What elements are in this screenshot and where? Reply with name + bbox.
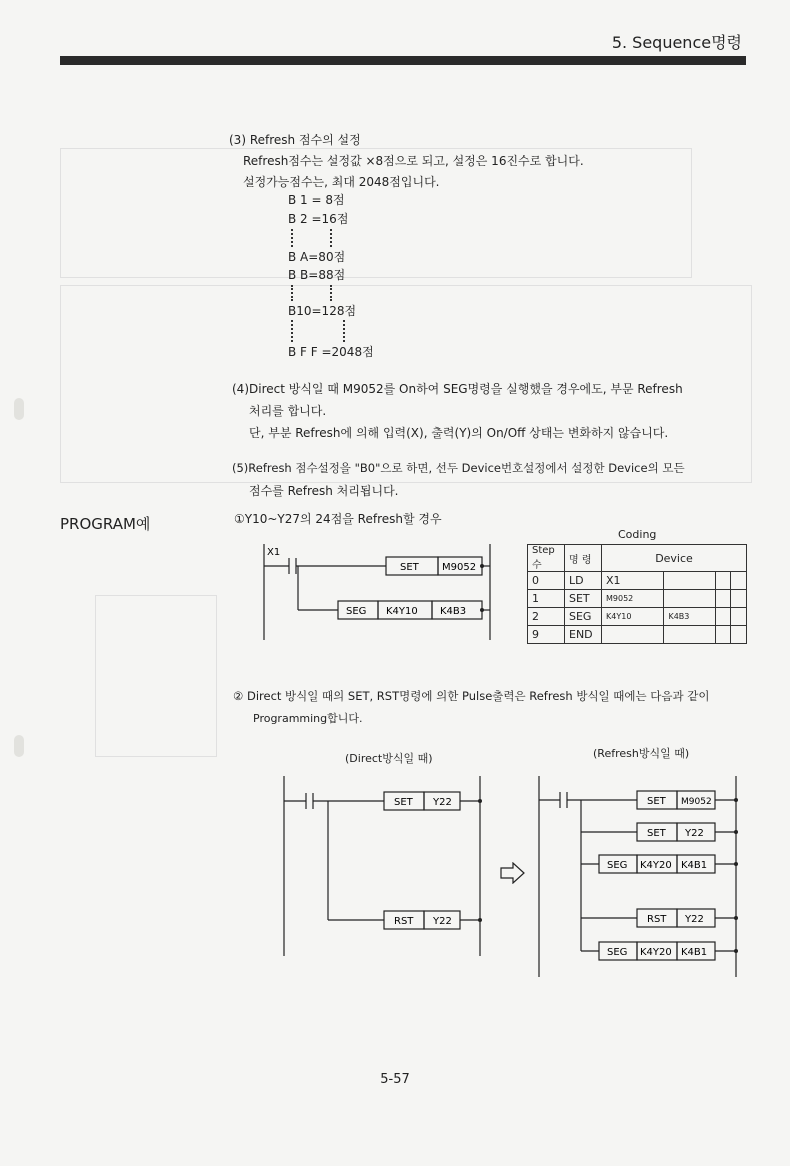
direct-set-instruction: SET bbox=[394, 797, 413, 808]
right-arrow-icon bbox=[500, 862, 526, 884]
step-cell: 0 bbox=[528, 572, 565, 590]
table-row bbox=[528, 572, 747, 590]
ladder-diagram-1 bbox=[250, 540, 530, 646]
refresh-caption: (Refresh방식일 때) bbox=[593, 747, 690, 760]
device-cell bbox=[715, 572, 731, 590]
section5-line2: 점수를 Refresh 처리됩니다. bbox=[249, 484, 399, 498]
refresh-seg2-instruction: SEG bbox=[607, 947, 628, 958]
example1-text: ①Y10~Y27의 24점을 Refresh할 경우 bbox=[234, 512, 442, 526]
example2-line2: Programming합니다. bbox=[253, 712, 363, 725]
set-device: M9052 bbox=[442, 562, 477, 573]
header-device: Device bbox=[602, 545, 747, 572]
refresh-count-item: B B=88점 bbox=[288, 268, 346, 282]
refresh-seg2-destination: K4B1 bbox=[681, 947, 708, 958]
step-cell: 9 bbox=[528, 626, 565, 644]
device-cell bbox=[664, 572, 716, 590]
refresh-seg1-instruction: SEG bbox=[607, 860, 628, 871]
header-step: Step수 bbox=[528, 545, 565, 572]
device-cell bbox=[602, 626, 664, 644]
coding-caption: Coding bbox=[618, 528, 657, 541]
header-command: 명 령 bbox=[565, 545, 602, 572]
ellipsis-mark bbox=[330, 229, 332, 247]
showthrough-block bbox=[95, 595, 217, 757]
refresh-count-item: B10=128점 bbox=[288, 304, 357, 318]
refresh-count-item: B F F =2048점 bbox=[288, 345, 374, 359]
device-cell: K4Y10 bbox=[602, 608, 664, 626]
table-row bbox=[528, 626, 747, 644]
example2-line1: ② Direct 방식일 때의 SET, RST명령에 의한 Pulse출력은 Refresh 방식일 때에는 다음과 같이 bbox=[233, 689, 710, 703]
set-instruction: SET bbox=[400, 562, 419, 573]
ellipsis-mark bbox=[330, 285, 332, 301]
refresh-set1-device: M9052 bbox=[681, 797, 712, 807]
device-cell bbox=[664, 626, 716, 644]
refresh-rst-instruction: RST bbox=[647, 914, 667, 925]
header-rule bbox=[60, 56, 746, 65]
section5-line1: (5)Refresh 점수설정을 "B0"으로 하면, 선두 Device번호설정에서 설정한 Device의 모든 bbox=[232, 461, 685, 475]
table-row bbox=[528, 545, 747, 572]
ladder-diagram-refresh bbox=[533, 772, 745, 982]
ellipsis-mark bbox=[291, 285, 293, 301]
program-heading: PROGRAM예 bbox=[60, 515, 151, 533]
binder-hole bbox=[14, 398, 24, 420]
header-title: 5. Sequence명령 bbox=[611, 33, 742, 52]
device-cell: X1 bbox=[602, 572, 664, 590]
refresh-set2-device: Y22 bbox=[685, 828, 704, 839]
refresh-count-item: B 2 =16점 bbox=[288, 212, 349, 226]
command-cell: SET bbox=[565, 590, 602, 608]
coding-table bbox=[527, 544, 747, 644]
seg-source: K4Y10 bbox=[386, 606, 418, 617]
device-cell bbox=[664, 590, 716, 608]
direct-set-device: Y22 bbox=[433, 797, 452, 808]
ellipsis-mark bbox=[291, 229, 293, 247]
device-cell: K4B3 bbox=[664, 608, 716, 626]
refresh-set2-instruction: SET bbox=[647, 828, 666, 839]
contact-label-x1: X1 bbox=[267, 547, 281, 558]
device-cell bbox=[731, 590, 747, 608]
page-number: 5-57 bbox=[380, 1072, 410, 1087]
command-cell: END bbox=[565, 626, 602, 644]
section4-line3: 단, 부분 Refresh에 의해 입력(X), 출력(Y)의 On/Off 상태는 변화하지 않습니다. bbox=[249, 426, 669, 440]
seg-destination: K4B3 bbox=[440, 606, 467, 617]
section3-line2: 설정가능점수는, 최대 2048점입니다. bbox=[243, 175, 440, 189]
ellipsis-mark bbox=[343, 320, 345, 342]
step-cell: 2 bbox=[528, 608, 565, 626]
refresh-seg1-destination: K4B1 bbox=[681, 860, 708, 871]
direct-rst-device: Y22 bbox=[433, 916, 452, 927]
section3-title: (3) Refresh 점수의 설정 bbox=[229, 133, 361, 147]
section4-line1: (4)Direct 방식일 때 M9052를 On하여 SEG명령을 실행했을 경우에도, 부문 Refresh bbox=[232, 382, 683, 396]
refresh-seg1-source: K4Y20 bbox=[640, 860, 672, 871]
section4-line2: 처리를 합니다. bbox=[249, 404, 327, 418]
command-cell: LD bbox=[565, 572, 602, 590]
device-cell bbox=[731, 608, 747, 626]
refresh-seg2-source: K4Y20 bbox=[640, 947, 672, 958]
table-row bbox=[528, 590, 747, 608]
ladder-diagram-direct bbox=[278, 772, 488, 960]
direct-caption: (Direct방식일 때) bbox=[345, 752, 433, 765]
device-cell bbox=[731, 626, 747, 644]
direct-rst-instruction: RST bbox=[394, 916, 414, 927]
device-cell: M9052 bbox=[602, 590, 664, 608]
refresh-rst-device: Y22 bbox=[685, 914, 704, 925]
refresh-count-item: B A=80점 bbox=[288, 250, 346, 264]
refresh-set1-instruction: SET bbox=[647, 796, 666, 807]
binder-hole bbox=[14, 735, 24, 757]
device-cell bbox=[715, 608, 731, 626]
device-cell bbox=[715, 590, 731, 608]
step-cell: 1 bbox=[528, 590, 565, 608]
device-cell bbox=[715, 626, 731, 644]
device-cell bbox=[731, 572, 747, 590]
table-row bbox=[528, 608, 747, 626]
ellipsis-mark bbox=[291, 320, 293, 342]
seg-instruction: SEG bbox=[346, 606, 367, 617]
command-cell: SEG bbox=[565, 608, 602, 626]
section3-line1: Refresh점수는 설정값 ×8점으로 되고, 설정은 16진수로 합니다. bbox=[243, 154, 584, 168]
refresh-count-item: B 1 = 8점 bbox=[288, 193, 345, 207]
